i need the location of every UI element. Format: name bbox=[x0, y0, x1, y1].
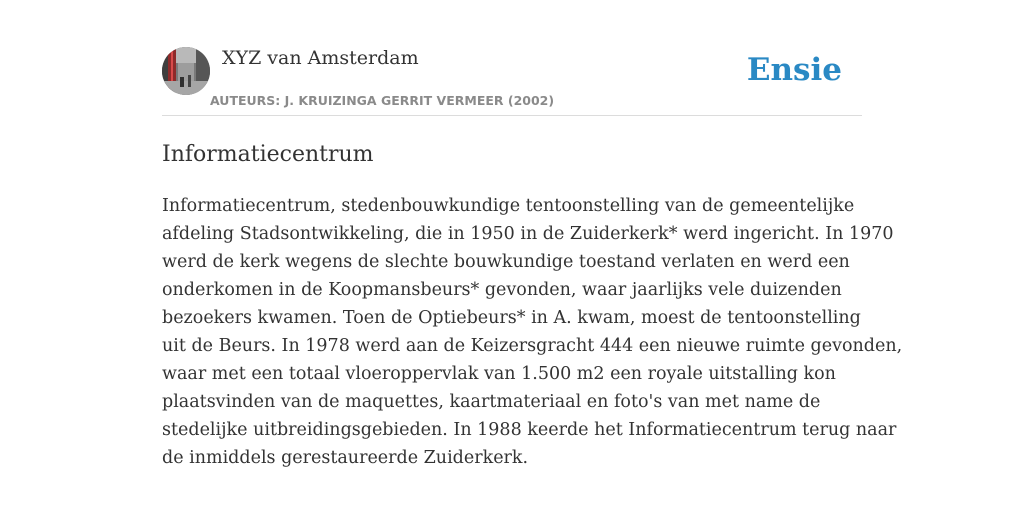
entry-title: Informatiecentrum bbox=[162, 142, 374, 167]
book-cover-avatar[interactable] bbox=[162, 47, 210, 95]
book-title[interactable]: XYZ van Amsterdam bbox=[222, 47, 419, 69]
entry-body-line: afdeling Stadsontwikkeling, die in 1950 in de Zuiderkerk* werd ingericht. In 1970 bbox=[162, 224, 894, 244]
entry-body-line: Informatiecentrum, stedenbouwkundige tentoonstelling van de gemeentelijke bbox=[162, 196, 855, 216]
entry-body-line: onderkomen in de Koopmansbeurs* gevonden, waar jaarlijks vele duizenden bbox=[162, 280, 842, 300]
entry-body-line: waar met een totaal vloeroppervlak van 1.500 m2 een royale uitstalling kon bbox=[162, 364, 836, 384]
page bbox=[162, 0, 903, 512]
header-divider bbox=[162, 115, 862, 116]
entry-body-line: bezoekers kwamen. Toen de Optiebeurs* in A. kwam, moest de tentoonstelling bbox=[162, 308, 861, 328]
brand-logo[interactable]: Ensie bbox=[746, 52, 842, 88]
street-photo-icon bbox=[162, 47, 210, 95]
entry-body-line: plaatsvinden van de maquettes, kaartmateriaal en foto's van met name de bbox=[162, 392, 821, 412]
entry-body bbox=[162, 192, 903, 472]
entry-body-line: werd de kerk wegens de slechte bouwkundige toestand verlaten en werd een bbox=[162, 252, 850, 272]
entry-body-line: uit de Beurs. In 1978 werd aan de Keizersgracht 444 een nieuwe ruimte gevonden, bbox=[162, 336, 903, 356]
entry-body-line: de inmiddels gerestaureerde Zuiderkerk. bbox=[162, 448, 529, 468]
entry-body-line: stedelijke uitbreidingsgebieden. In 1988 keerde het Informatiecentrum terug naar bbox=[162, 420, 897, 440]
book-authors: AUTEURS: J. KRUIZINGA GERRIT VERMEER (2002) bbox=[210, 93, 555, 108]
